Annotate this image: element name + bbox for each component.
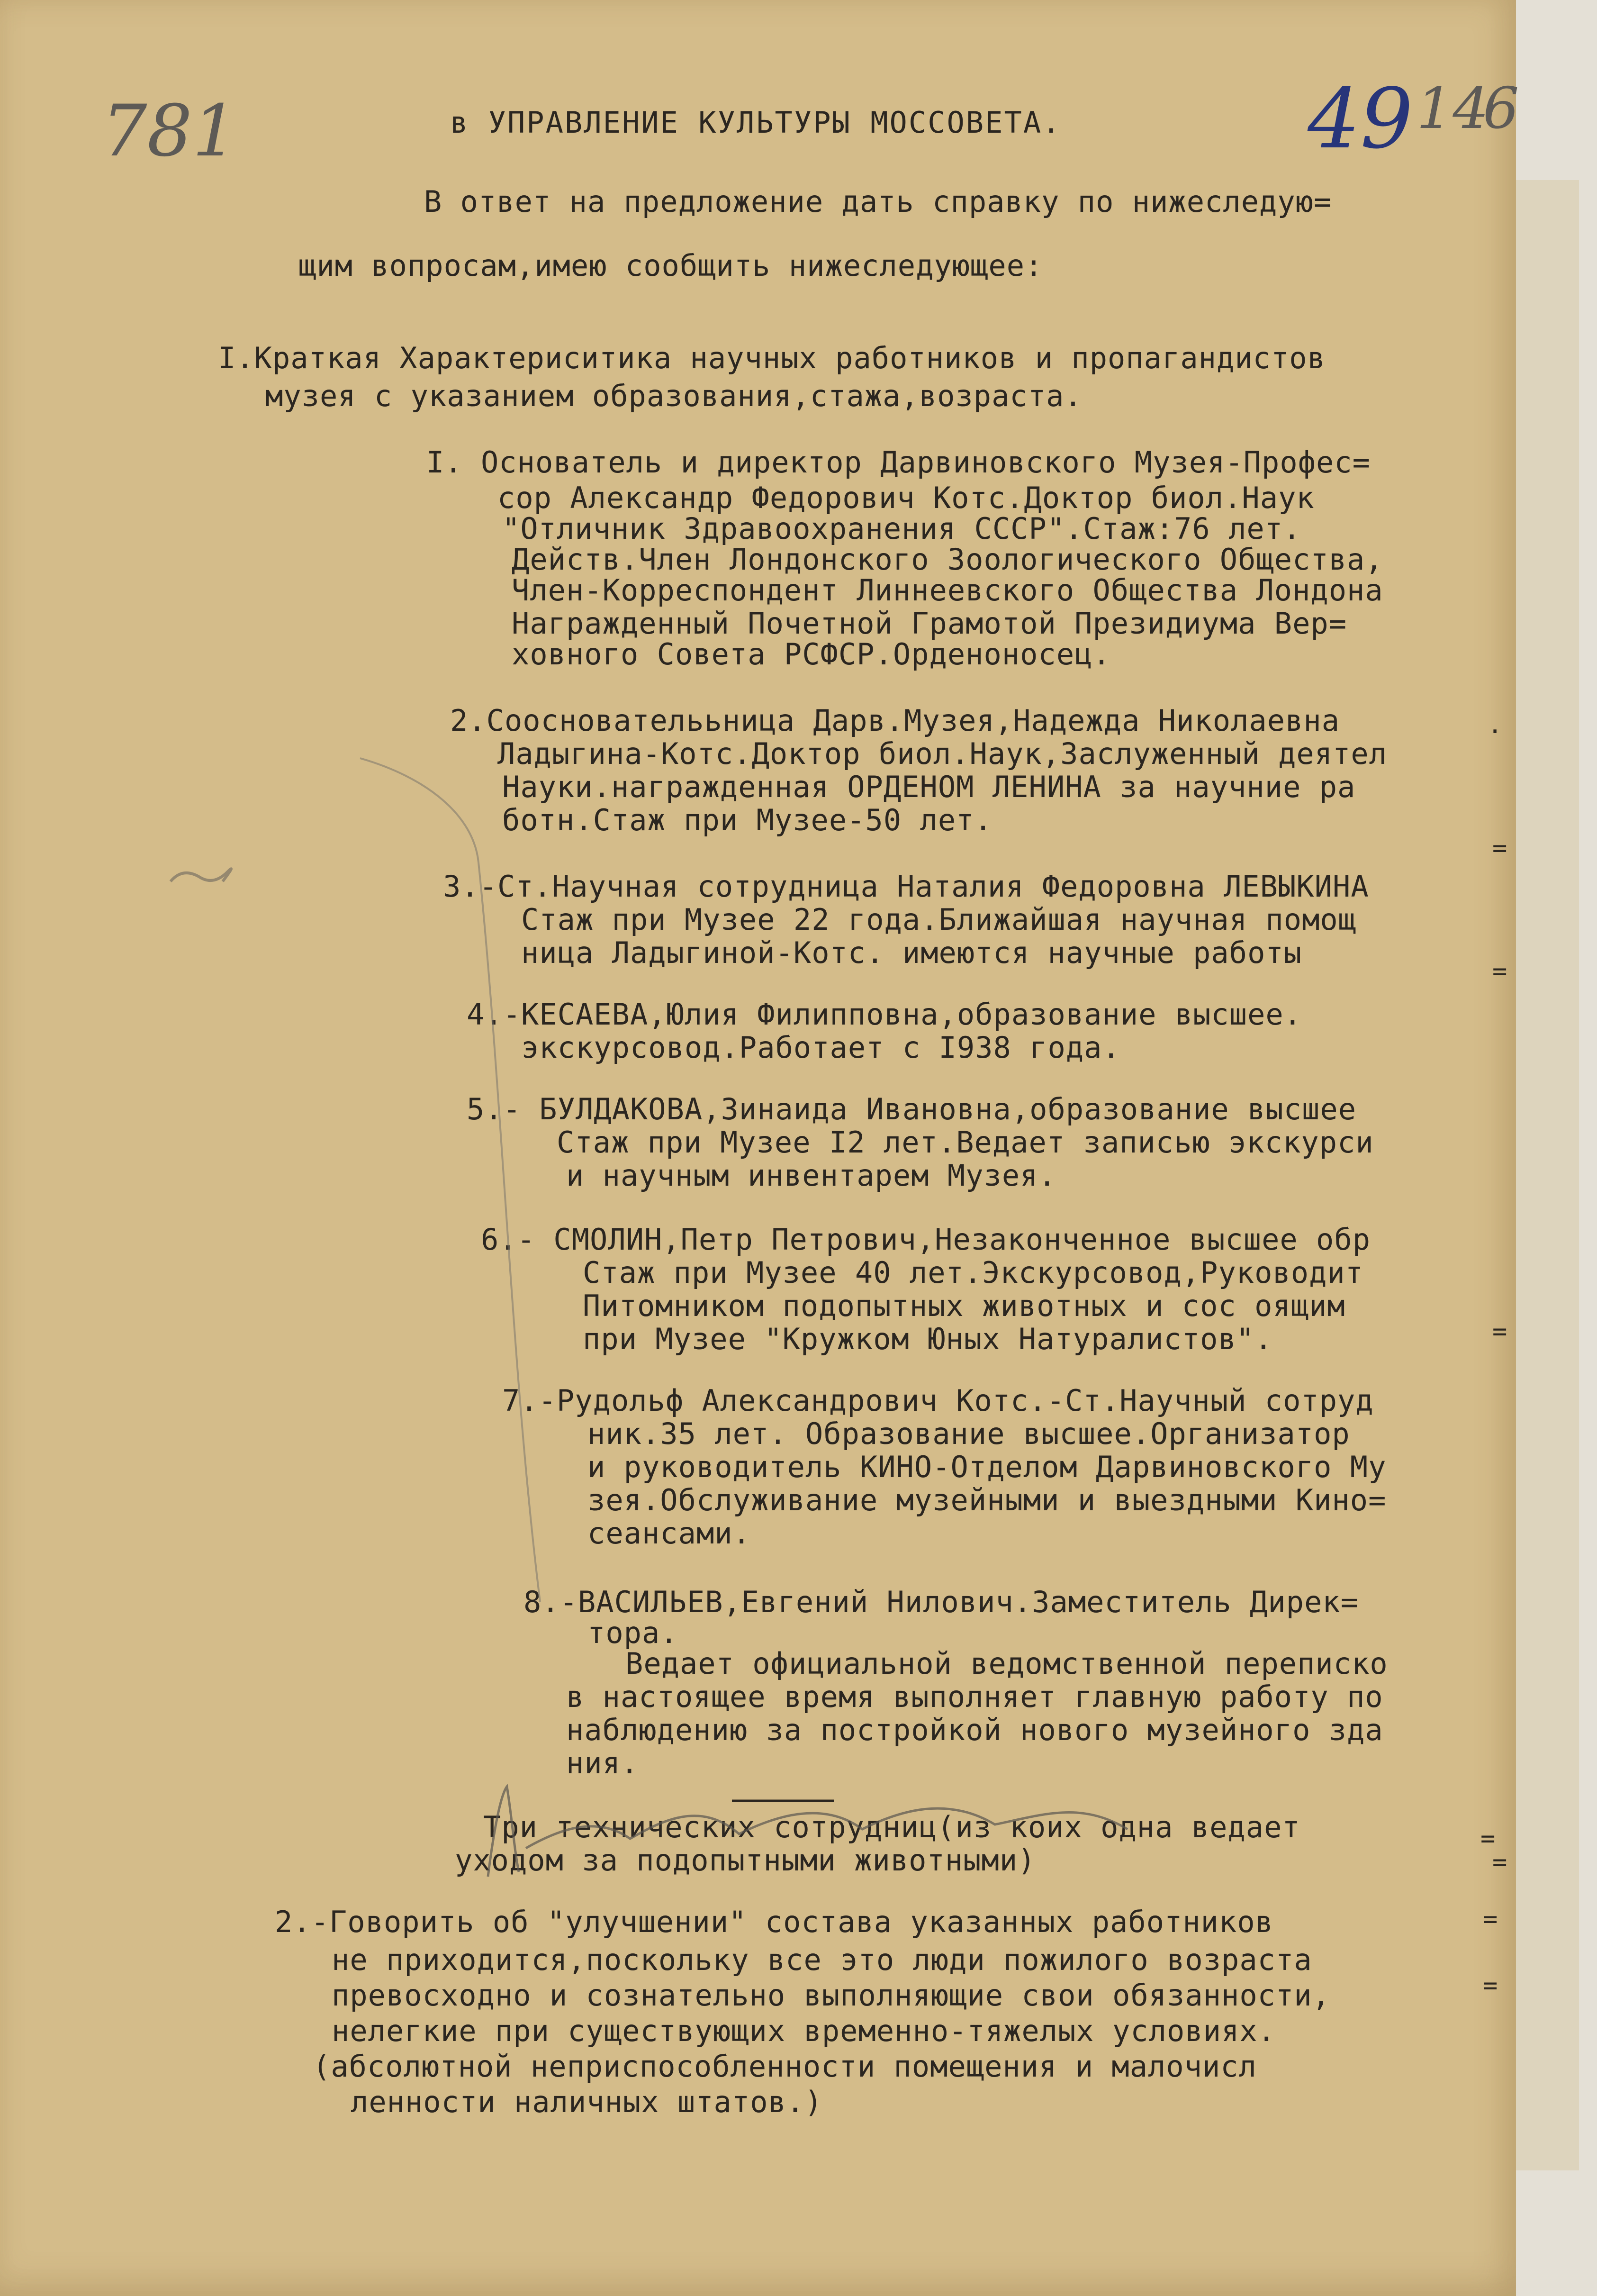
staff-item-3-line: 3.-Ст.Научная сотрудница Наталия Федоровна ЛЕВЫКИНА	[443, 869, 1369, 904]
staff-item-2-line: 2.Сооснователььница Дарв.Музея,Надежда Николаевна	[450, 703, 1340, 738]
staff-item-7-line: 7.-Рудольф Александрович Котс.-Ст.Научный сотруд	[502, 1383, 1374, 1418]
section2-line: нелегкие при существующих временно-тяжелых условиях.	[332, 2014, 1276, 2048]
staff-item-2-line: Ладыгина-Котс.Доктор биол.Наук,Заслуженный деятел	[497, 736, 1388, 771]
staff-item-6-line: 6.- СМОЛИН,Петр Петрович,Незаконченное высшее обр	[481, 1222, 1371, 1257]
staff-item-7-line: и руководитель КИНО-Отделом Дарвиновского Му	[587, 1450, 1387, 1484]
edge-mark: =	[1492, 834, 1507, 862]
staff-item-1-line: Член-Корреспондент Линнеевского Общества Лондона	[512, 573, 1383, 608]
edge-mark: =	[1492, 1848, 1507, 1877]
staff-item-5-line: 5.- БУЛДАКОВА,Зинаида Ивановна,образование высшее	[467, 1092, 1357, 1126]
staff-item-5-line: Стаж при Музее I2 лет.Ведает записью экскурси	[557, 1125, 1374, 1160]
staff-item-6-line: при Музее "Кружком Юных Натуралистов".	[583, 1322, 1273, 1356]
edge-mark: =	[1492, 1317, 1507, 1346]
section2-line: (абсолютной неприспособленности помещения и малочисл	[313, 2049, 1257, 2084]
tech-staff-line: уходом за подопытными животными)	[455, 1843, 1036, 1878]
staff-item-1-line: ховного Совета РСФСР.Орденоносец.	[512, 637, 1111, 672]
edge-mark: =	[1492, 957, 1507, 986]
staff-item-2-line: Науки.награжденная ОРДЕНОМ ЛЕНИНА за научние ра	[502, 770, 1356, 804]
staff-item-6-line: Стаж при Музее 40 лет.Экскурсовод,Руководит	[583, 1255, 1364, 1290]
staff-item-1-line: сор Александр Федорович Котс.Доктор биол.Наук	[497, 481, 1315, 515]
pencil-scribble	[171, 869, 231, 881]
staff-item-4-line: 4.-КЕСАЕВА,Юлия Филипповна,образование высшее.	[467, 997, 1302, 1032]
staff-item-1-line: "Отличник Здравоохранения СССР".Стаж:76 лет.	[502, 511, 1301, 546]
staff-item-3-line: Стаж при Музее 22 года.Ближайшая научная помощ	[521, 902, 1357, 937]
staff-item-8-line: ния.	[566, 1746, 639, 1780]
archive-number-top-left: 781	[102, 90, 238, 172]
staff-item-4-line: экскурсовод.Работает с I938 года.	[521, 1030, 1120, 1065]
section1-title: I.Краткая Характериситика научных работников и пропагандистов	[218, 341, 1326, 375]
staff-item-8-line: тора.	[587, 1615, 678, 1650]
section1-title: музея с указанием образования,стажа,возраста.	[265, 379, 1083, 413]
staff-item-8-line: Ведает официальной ведомственной переписко	[625, 1646, 1388, 1681]
pencil-bracket-line	[360, 758, 540, 1602]
tech-staff-line: Три технических сотрудниц(из коих одна ведает	[483, 1810, 1300, 1844]
staff-item-3-line: ница Ладыгиной-Котс. имеются научные работы	[521, 935, 1302, 970]
section2-line: ленности наличных штатов.)	[351, 2085, 823, 2119]
section2-line: превосходно и сознательно выполняющие свои обязанности,	[332, 1978, 1330, 2013]
staff-item-7-line: зея.Обслуживание музейными и выездными Кино=	[587, 1483, 1387, 1517]
section2-line: 2.-Говорить об "улучшении" состава указанных работников	[275, 1905, 1273, 1939]
edge-mark: =	[1483, 1971, 1498, 2000]
staff-item-2-line: ботн.Стаж при Музее-50 лет.	[502, 803, 992, 837]
edge-mark: =	[1480, 1824, 1496, 1853]
edge-mark: =	[1483, 1905, 1498, 1933]
staff-item-8-line: наблюдению за постройкой нового музейного зда	[566, 1713, 1383, 1747]
staff-item-1-line: Действ.Член Лондонского Зоологического Общества,	[512, 542, 1383, 577]
staff-item-5-line: и научным инвентарем Музея.	[566, 1158, 1056, 1193]
staff-item-7-line: ник.35 лет. Образование высшее.Организатор	[587, 1416, 1350, 1451]
edge-mark: .	[1488, 711, 1503, 739]
section2-line: не приходится,поскольку все это люди пожилого возраста	[332, 1942, 1312, 1977]
page-number-pencil-2: 6	[1483, 76, 1519, 142]
staff-item-7-line: сеансами.	[587, 1516, 751, 1551]
intro-line: щим вопросам,имею сообщить нижеследующее:	[298, 248, 1043, 283]
staff-item-8-line: 8.-ВАСИЛЬЕВ,Евгений Нилович.Заместитель Дирек=	[523, 1585, 1359, 1619]
staff-item-1-line: I. Основатель и директор Дарвиновского Музея-Профес=	[426, 445, 1371, 480]
page-number-pencil-1: 14	[1417, 76, 1489, 142]
staff-item-6-line: Питомником подопытных животных и сос оящим	[583, 1289, 1345, 1323]
intro-line: В ответ на предложение дать справку по нижеследую=	[424, 184, 1332, 219]
staff-item-1-line: Награжденный Почетной Грамотой Президиума Вер=	[512, 606, 1347, 641]
page-number-ink: 49	[1308, 71, 1413, 167]
staff-item-8-line: в настоящее время выполняет главную работу по	[566, 1679, 1383, 1714]
document-header: в УПРАВЛЕНИЕ КУЛЬТУРЫ МОССОВЕТА.	[450, 105, 1062, 140]
